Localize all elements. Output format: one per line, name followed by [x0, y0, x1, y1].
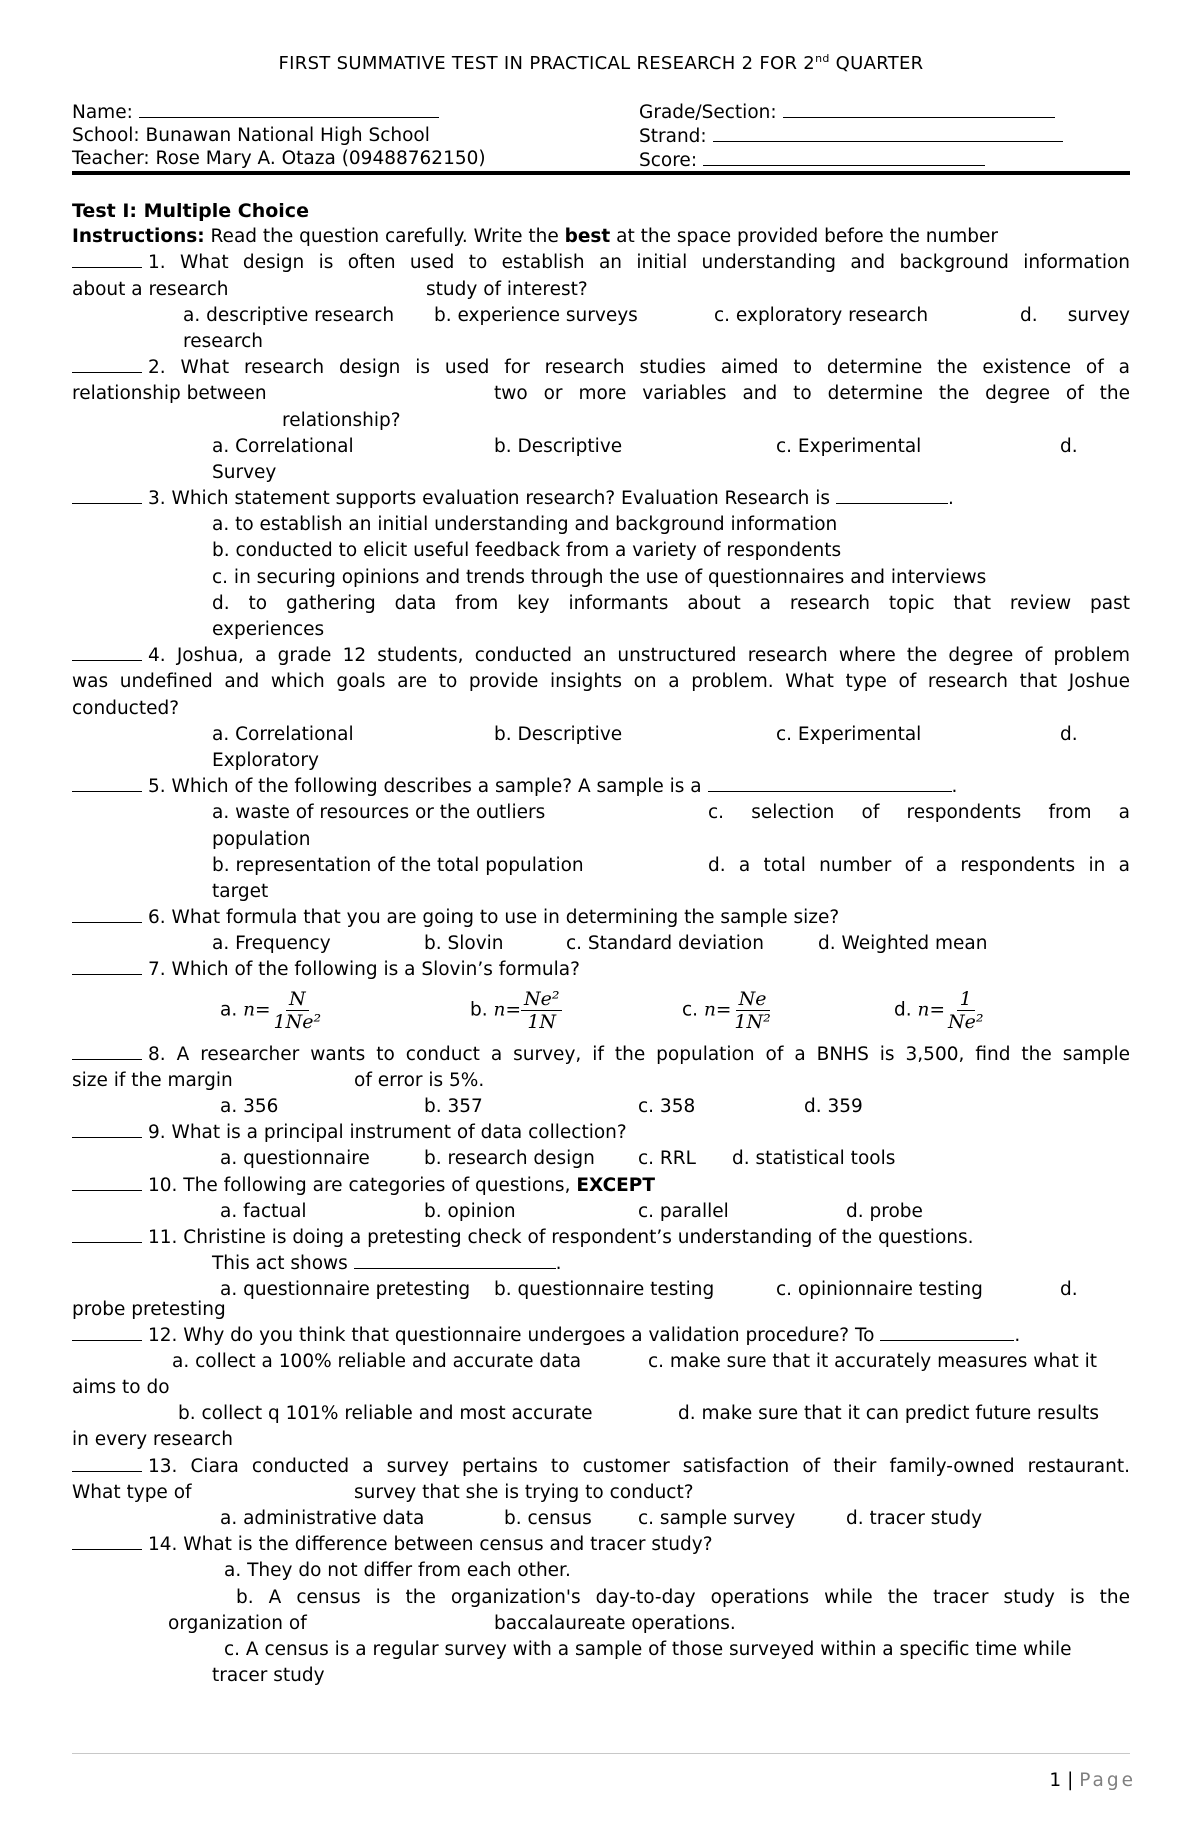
title-superscript: nd: [815, 52, 830, 65]
name-row: [72, 100, 486, 124]
grade-label: Grade/Section:: [639, 102, 777, 123]
student-info-right: [639, 100, 1063, 172]
option-c-text: population: [212, 828, 311, 850]
question-4-options-cont: [72, 748, 1130, 774]
question-3: 3. Which statement supports evaluation research? Evaluation Research is .: [72, 486, 1130, 512]
question-text: survey that she is trying to conduct?: [354, 1481, 694, 1503]
question-4: [72, 643, 1130, 669]
test-content: [72, 198, 1130, 1689]
question-3-option-d-cont: [72, 617, 1130, 643]
question-text: size if the margin: [72, 1069, 233, 1091]
question-text: 5. Which of the following describes a sample? A sample is a: [148, 776, 702, 798]
option-c[interactable]: c. 358: [638, 1096, 696, 1117]
option-c[interactable]: c. Standard deviation: [566, 933, 764, 955]
answer-blank[interactable]: [72, 957, 142, 975]
test-title: [72, 52, 1130, 74]
question-13-options: [72, 1506, 1130, 1532]
option-c[interactable]: [682, 988, 774, 1033]
option-c[interactable]: c. selection of respondents from a: [708, 802, 1130, 824]
question-6-options: [72, 931, 1130, 957]
score-blank[interactable]: [703, 148, 985, 166]
option-d[interactable]: d. tracer study: [846, 1508, 983, 1529]
option-c[interactable]: c. Experimental: [776, 435, 922, 457]
option-b[interactable]: b. representation of the total population: [212, 854, 584, 876]
option-d[interactable]: d. Weighted mean: [818, 933, 988, 955]
option-a[interactable]: a. They do not differ from each other.: [224, 1560, 571, 1582]
option-c[interactable]: c. exploratory research: [714, 304, 929, 326]
question-13: [72, 1454, 1130, 1480]
option-a[interactable]: a. Correlational: [212, 435, 354, 457]
page-label: Page: [1079, 1770, 1136, 1791]
answer-blank[interactable]: [72, 905, 142, 923]
option-d[interactable]: d.: [1060, 435, 1078, 457]
option-d[interactable]: [894, 988, 986, 1033]
section-heading: Test I: Multiple Choice: [72, 200, 309, 222]
option-d[interactable]: d.: [1020, 304, 1038, 326]
option-b[interactable]: b. conducted to elicit useful feedback from a variety of respondents: [212, 540, 842, 562]
option-c[interactable]: c. Experimental: [776, 723, 922, 745]
option-a[interactable]: a. waste of resources or the outliers: [212, 802, 546, 824]
score-row: [639, 148, 1063, 172]
header-divider: [72, 171, 1130, 175]
answer-blank[interactable]: [72, 774, 142, 792]
question-5-options-2-cont: [72, 879, 1130, 905]
option-c[interactable]: c. make sure that it accurately measures what it: [648, 1350, 1098, 1372]
question-2-options-cont: [72, 460, 1130, 486]
math-eq: =: [505, 999, 521, 1021]
option-d-text: target: [212, 880, 269, 902]
question-1: [72, 250, 1130, 276]
title-text: FIRST SUMMATIVE TEST IN PRACTICAL RESEARCH 2 FOR 2: [278, 53, 816, 74]
question-5-options-1-cont: [72, 827, 1130, 853]
fraction: [731, 988, 773, 1033]
question-12: 12. Why do you think that questionnaire undergoes a validation procedure? To .: [72, 1323, 1130, 1349]
option-a[interactable]: a. administrative data: [220, 1508, 425, 1529]
option-b[interactable]: b. 357: [424, 1096, 483, 1117]
question-10-options: [72, 1199, 1130, 1225]
question-3-option-d[interactable]: [72, 591, 1130, 617]
instructions: [72, 224, 1130, 250]
answer-blank[interactable]: [72, 486, 142, 504]
denominator: 1Ne²: [273, 1010, 322, 1033]
fraction: [521, 988, 563, 1033]
question-4-cont: was undefined and which goals are to provide insights on a problem. What type of research that Joshue: [72, 671, 1130, 693]
fraction: [945, 988, 987, 1033]
question-12-options-2-cont: [72, 1427, 1130, 1453]
option-b-text: baccalaureate operations.: [494, 1612, 736, 1634]
question-14-option-b-cont: [72, 1611, 1130, 1637]
option-c[interactable]: c. A census is a regular survey with a sample of those surveyed within a specific time while: [224, 1638, 1072, 1660]
question-9-options: [72, 1146, 1130, 1172]
option-c[interactable]: c. opinionnaire testing: [776, 1279, 983, 1301]
grade-row: [639, 100, 1063, 124]
question-text: 14. What is the difference between census and tracer study?: [148, 1534, 713, 1556]
question-text: 6. What formula that you are going to use in determining the sample size?: [148, 907, 840, 929]
fill-blank[interactable]: [708, 774, 952, 792]
question-11-cont: This act shows .: [212, 1253, 562, 1275]
question-1-options: [72, 303, 1130, 329]
question-2-options: [72, 434, 1130, 460]
question-text: 7. Which of the following is a Slovin’s formula?: [148, 959, 580, 981]
option-a[interactable]: a. questionnaire: [220, 1148, 370, 1170]
option-d[interactable]: d. statistical tools: [732, 1148, 896, 1170]
strand-label: Strand:: [639, 126, 707, 147]
option-a[interactable]: a. factual: [220, 1200, 307, 1222]
question-14: [72, 1532, 1130, 1558]
school-line: School: Bunawan National High School: [72, 125, 430, 146]
numerator: N: [286, 988, 309, 1011]
question-text: relationship between: [72, 383, 267, 405]
question-text: about a research: [72, 278, 229, 300]
option-b[interactable]: b. collect q 101% reliable and most accurate: [178, 1403, 593, 1425]
score-label: Score:: [639, 150, 698, 171]
answer-blank[interactable]: [72, 1454, 142, 1472]
option-c[interactable]: c. RRL: [638, 1148, 696, 1170]
option-b[interactable]: b. opinion: [424, 1200, 516, 1222]
question-text: 2. What research design is used for research studies aimed to determine the existence of a: [148, 357, 1130, 379]
math-eq: =: [929, 999, 945, 1021]
question-text: 4. Joshua, a grade 12 students, conducted an unstructured research where the degree of problem: [148, 645, 1130, 667]
option-a[interactable]: a. Frequency: [212, 933, 331, 955]
option-d[interactable]: d. probe: [846, 1200, 923, 1222]
answer-blank[interactable]: [72, 1042, 142, 1060]
option-d-text: research: [183, 330, 264, 352]
answer-blank[interactable]: [72, 1323, 142, 1341]
question-text: relationship?: [282, 409, 401, 431]
question-14-option-c-cont: [72, 1663, 1130, 1689]
fill-blank[interactable]: [836, 486, 948, 504]
question-emphasis: EXCEPT: [576, 1174, 655, 1196]
question-text: two or more variables and to determine the degree of the: [494, 383, 1130, 405]
option-d-text: in every research: [72, 1429, 233, 1451]
fill-blank[interactable]: [880, 1323, 1014, 1341]
name-blank[interactable]: [139, 100, 439, 118]
option-b[interactable]: b. Descriptive: [494, 435, 623, 457]
question-11: [72, 1225, 1130, 1251]
option-d[interactable]: d. 359: [804, 1096, 863, 1117]
question-text: 12. Why do you think that questionnaire undergoes a validation procedure? To: [148, 1324, 875, 1346]
question-8: [72, 1042, 1130, 1068]
denominator: Ne²: [947, 1010, 984, 1033]
option-d-text: Survey: [212, 461, 277, 483]
option-d-text: Exploratory: [212, 749, 319, 771]
question-3-option-b[interactable]: [72, 538, 1130, 564]
answer-blank[interactable]: [72, 250, 142, 268]
question-13-cont: [72, 1480, 1130, 1506]
question-text: 13. Ciara conducted a survey pertains to customer satisfaction of their family-owned restaurant.: [148, 1455, 1130, 1477]
question-1-options-cont: [72, 329, 1130, 355]
question-14-option-b[interactable]: [72, 1585, 1130, 1611]
option-a[interactable]: [220, 988, 324, 1033]
instructions-text: Read the question carefully. Write the: [204, 226, 565, 248]
student-info-left: [72, 100, 486, 170]
math-eq: =: [715, 999, 732, 1021]
option-d[interactable]: d.: [1060, 1279, 1078, 1301]
option-label: b.: [470, 999, 488, 1021]
math-var: n: [493, 999, 506, 1021]
name-label: Name:: [72, 102, 133, 123]
question-4-options: [72, 722, 1130, 748]
question-text: 11. Christine is doing a pretesting check of respondent’s understanding of the questions.: [148, 1226, 974, 1248]
option-b-text: organization of: [168, 1612, 307, 1634]
option-b[interactable]: b. Descriptive: [494, 723, 623, 745]
option-a[interactable]: a. to establish an initial understanding and background information: [212, 514, 838, 536]
title-end: QUARTER: [829, 53, 924, 74]
option-b[interactable]: b. census: [504, 1508, 592, 1529]
question-2: [72, 355, 1130, 381]
question-12-options-1: [72, 1349, 1130, 1375]
option-d[interactable]: d. to gathering data from key informants about a research topic that review past: [212, 592, 1130, 614]
option-label: a.: [220, 999, 238, 1021]
option-a[interactable]: a. questionnaire pretesting: [220, 1279, 471, 1301]
page-footer: [1049, 1770, 1136, 1791]
page-number: 1: [1049, 1770, 1062, 1791]
question-12-options-2: [72, 1401, 1130, 1427]
question-2-cont2: [72, 408, 1130, 434]
question-1-cont: [72, 277, 1130, 303]
fraction: [271, 988, 325, 1033]
option-b[interactable]: b. research design: [424, 1148, 595, 1170]
strand-row: [639, 124, 1063, 148]
question-6: [72, 905, 1130, 931]
instructions-bold: best: [564, 226, 611, 248]
question-text: 9. What is a principal instrument of data collection?: [148, 1122, 627, 1144]
question-8-cont: [72, 1068, 1130, 1094]
option-c[interactable]: c. parallel: [638, 1200, 729, 1222]
option-a[interactable]: a. Correlational: [212, 723, 354, 745]
option-b[interactable]: b. A census is the organization's day-to-day operations while the tracer study is the: [236, 1586, 1130, 1608]
question-3-option-a[interactable]: [72, 512, 1130, 538]
denominator: 1N: [527, 1010, 557, 1033]
math-var: n: [917, 999, 930, 1021]
question-text: 3. Which statement supports evaluation research? Evaluation Research is: [148, 488, 831, 510]
math-eq: =: [255, 999, 271, 1021]
option-b[interactable]: b. Slovin: [424, 933, 504, 955]
option-d-text: probe pretesting: [72, 1298, 226, 1320]
question-7-options: [72, 984, 1130, 1042]
option-a[interactable]: a. 356: [220, 1096, 279, 1117]
teacher-line: Teacher: Rose Mary A. Otaza (09488762150): [72, 148, 486, 169]
question-3-option-c[interactable]: [72, 565, 1130, 591]
instructions-label: Instructions:: [72, 226, 205, 248]
question-text: This act shows: [212, 1253, 348, 1275]
numerator: 1: [957, 988, 975, 1011]
option-label: c.: [682, 999, 699, 1021]
instructions-text-end: at the space provided before the number: [610, 226, 998, 248]
option-label: d.: [894, 999, 912, 1021]
question-5-options-1: [72, 800, 1130, 826]
question-7: [72, 957, 1130, 983]
question-text: of error is 5%.: [354, 1069, 485, 1091]
question-14-option-c[interactable]: [72, 1637, 1130, 1663]
option-a[interactable]: a. collect a 100% reliable and accurate data: [172, 1350, 582, 1372]
question-9: [72, 1120, 1130, 1146]
option-d-text: experiences: [212, 619, 325, 640]
fill-blank[interactable]: [354, 1251, 556, 1269]
question-12-options-1-cont: [72, 1375, 1130, 1401]
option-c[interactable]: c. in securing opinions and trends through the use of questionnaires and interviews: [212, 566, 987, 588]
denominator: 1N²: [734, 1010, 771, 1033]
answer-blank[interactable]: [72, 1225, 142, 1243]
numerator: Ne²: [521, 988, 563, 1011]
footer-divider: [72, 1753, 1130, 1754]
answer-blank[interactable]: [72, 355, 142, 373]
option-d[interactable]: d.: [1060, 723, 1078, 745]
math-var: n: [243, 999, 256, 1021]
option-d[interactable]: d. a total number of a respondents in a: [708, 854, 1130, 876]
option-d[interactable]: d. make sure that it can predict future results: [678, 1403, 1100, 1425]
option-b[interactable]: b. experience surveys: [434, 304, 638, 326]
option-c-text: tracer study: [212, 1665, 325, 1687]
strand-blank[interactable]: [713, 124, 1063, 142]
option-b[interactable]: [470, 988, 562, 1033]
question-10: [72, 1173, 1130, 1199]
question-text: 10. The following are categories of questions,: [148, 1174, 571, 1196]
option-b[interactable]: b. questionnaire testing: [494, 1279, 715, 1301]
question-8-options: [72, 1094, 1130, 1120]
numerator: Ne: [736, 988, 770, 1011]
answer-blank[interactable]: [72, 1532, 142, 1550]
option-a[interactable]: a. descriptive research: [183, 304, 395, 326]
option-c-text: aims to do: [72, 1377, 170, 1399]
footer-separator: |: [1061, 1770, 1080, 1791]
question-text: 8. A researcher wants to conduct a survey, if the population of a BNHS is 3,500, find the sample: [148, 1043, 1130, 1065]
question-text: study of interest?: [426, 278, 588, 300]
question-5: 5. Which of the following describes a sample? A sample is a .: [72, 774, 1130, 800]
question-2-cont: [72, 381, 1130, 407]
option-c[interactable]: c. sample survey: [638, 1508, 796, 1529]
grade-blank[interactable]: [783, 100, 1055, 118]
question-text: 1. What design is often used to establish an initial understanding and background information: [148, 252, 1130, 274]
answer-blank[interactable]: [72, 643, 142, 661]
question-5-options-2: [72, 853, 1130, 879]
math-var: n: [703, 999, 716, 1021]
answer-blank[interactable]: [72, 1120, 142, 1138]
question-text: What type of: [72, 1481, 192, 1503]
question-14-option-a[interactable]: [72, 1558, 1130, 1584]
option-d-text: survey: [1067, 304, 1130, 326]
question-4-cont2: conducted?: [72, 697, 180, 719]
answer-blank[interactable]: [72, 1173, 142, 1191]
question-11-options-cont: [72, 1297, 1130, 1323]
